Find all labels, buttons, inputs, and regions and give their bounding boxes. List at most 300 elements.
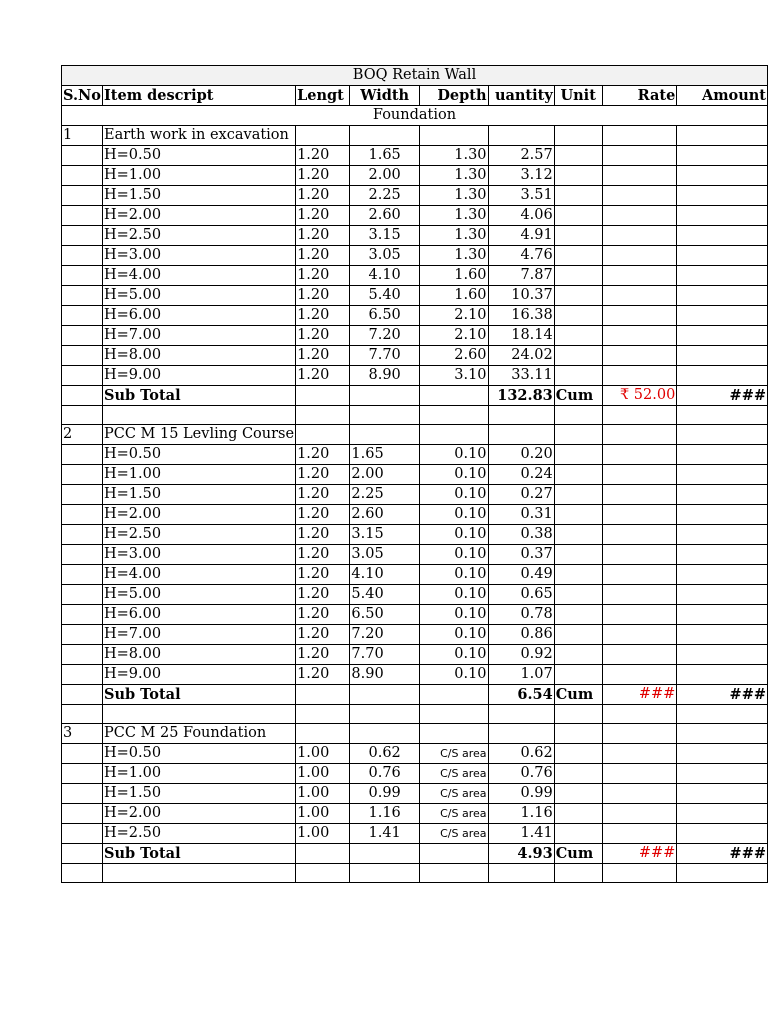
empty-cell[interactable] [62,186,103,206]
empty-cell[interactable] [554,126,602,146]
empty-cell[interactable] [350,425,419,445]
item-width[interactable]: 2.60 [350,505,419,525]
empty-cell[interactable] [62,705,103,724]
empty-cell[interactable] [62,585,103,605]
item-quantity[interactable]: 0.31 [488,505,554,525]
header-rate[interactable]: Rate [602,86,677,106]
sheet-title[interactable]: BOQ Retain Wall [62,66,768,86]
item-width[interactable]: 1.41 [350,824,419,844]
item-width[interactable]: 8.90 [350,366,419,386]
item-unit[interactable] [554,166,602,186]
item-width[interactable]: 2.25 [350,186,419,206]
item-rate[interactable] [602,505,677,525]
empty-cell[interactable] [419,685,488,705]
item-length[interactable]: 1.20 [296,625,350,645]
subtotal-rate[interactable]: ₹ 52.00 [602,386,677,406]
empty-cell[interactable] [296,425,350,445]
item-depth[interactable]: 1.30 [419,146,488,166]
item-amount[interactable] [677,645,768,665]
item-width[interactable]: 0.76 [350,764,419,784]
item-rate[interactable] [602,625,677,645]
item-width[interactable]: 6.50 [350,605,419,625]
empty-cell[interactable] [350,724,419,744]
subtotal-label[interactable]: Sub Total [102,685,295,705]
empty-cell[interactable] [62,146,103,166]
subtotal-amount[interactable]: ### [677,844,768,864]
item-unit[interactable] [554,784,602,804]
empty-cell[interactable] [296,724,350,744]
item-rate[interactable] [602,804,677,824]
item-amount[interactable] [677,545,768,565]
item-quantity[interactable]: 0.76 [488,764,554,784]
item-width[interactable]: 3.15 [350,226,419,246]
item-rate[interactable] [602,824,677,844]
header-unit[interactable]: Unit [554,86,602,106]
item-amount[interactable] [677,824,768,844]
item-depth[interactable]: 0.10 [419,585,488,605]
empty-cell[interactable] [62,286,103,306]
empty-cell[interactable] [62,784,103,804]
item-depth[interactable]: 0.10 [419,465,488,485]
header-depth[interactable]: Depth [419,86,488,106]
item-length[interactable]: 1.20 [296,485,350,505]
item-unit[interactable] [554,206,602,226]
item-depth[interactable]: 0.10 [419,625,488,645]
item-rate[interactable] [602,226,677,246]
item-rate[interactable] [602,326,677,346]
empty-cell[interactable] [419,864,488,883]
item-amount[interactable] [677,465,768,485]
item-depth[interactable]: 0.10 [419,645,488,665]
item-description[interactable]: H=4.00 [102,565,295,585]
item-rate[interactable] [602,665,677,685]
item-depth[interactable]: 2.60 [419,346,488,366]
item-description[interactable]: H=4.00 [102,266,295,286]
subtotal-unit[interactable]: Cum [554,386,602,406]
item-rate[interactable] [602,525,677,545]
item-quantity[interactable]: 0.37 [488,545,554,565]
item-depth[interactable]: C/S area [419,804,488,824]
item-depth[interactable]: 1.60 [419,266,488,286]
empty-cell[interactable] [62,764,103,784]
item-quantity[interactable]: 1.41 [488,824,554,844]
item-quantity[interactable]: 7.87 [488,266,554,286]
empty-cell[interactable] [62,226,103,246]
item-rate[interactable] [602,445,677,465]
item-unit[interactable] [554,764,602,784]
item-rate[interactable] [602,266,677,286]
empty-cell[interactable] [419,724,488,744]
empty-cell[interactable] [62,625,103,645]
empty-cell[interactable] [62,266,103,286]
empty-cell[interactable] [677,425,768,445]
item-width[interactable]: 1.16 [350,804,419,824]
item-depth[interactable]: C/S area [419,824,488,844]
empty-cell[interactable] [62,246,103,266]
item-width[interactable]: 4.10 [350,266,419,286]
item-unit[interactable] [554,306,602,326]
item-description[interactable]: H=0.50 [102,445,295,465]
empty-cell[interactable] [62,844,103,864]
item-length[interactable]: 1.20 [296,146,350,166]
item-amount[interactable] [677,366,768,386]
empty-cell[interactable] [62,565,103,585]
item-unit[interactable] [554,366,602,386]
item-rate[interactable] [602,764,677,784]
empty-cell[interactable] [602,864,677,883]
item-width[interactable]: 8.90 [350,665,419,685]
item-description[interactable]: H=1.50 [102,784,295,804]
item-rate[interactable] [602,166,677,186]
item-description[interactable]: H=6.00 [102,306,295,326]
item-depth[interactable]: 0.10 [419,545,488,565]
item-width[interactable]: 3.05 [350,246,419,266]
item-rate[interactable] [602,565,677,585]
item-length[interactable]: 1.20 [296,585,350,605]
empty-cell[interactable] [602,425,677,445]
group-sno[interactable]: 3 [62,724,103,744]
empty-cell[interactable] [296,844,350,864]
item-unit[interactable] [554,465,602,485]
item-length[interactable]: 1.20 [296,445,350,465]
item-unit[interactable] [554,266,602,286]
item-rate[interactable] [602,585,677,605]
item-unit[interactable] [554,286,602,306]
empty-cell[interactable] [62,645,103,665]
empty-cell[interactable] [62,804,103,824]
item-amount[interactable] [677,206,768,226]
item-length[interactable]: 1.20 [296,545,350,565]
item-quantity[interactable]: 4.06 [488,206,554,226]
item-length[interactable]: 1.20 [296,645,350,665]
item-width[interactable]: 2.00 [350,465,419,485]
item-quantity[interactable]: 16.38 [488,306,554,326]
item-amount[interactable] [677,605,768,625]
item-quantity[interactable]: 0.86 [488,625,554,645]
subtotal-rate[interactable]: ### [602,844,677,864]
empty-cell[interactable] [62,505,103,525]
item-amount[interactable] [677,286,768,306]
item-amount[interactable] [677,346,768,366]
item-amount[interactable] [677,505,768,525]
item-description[interactable]: H=2.00 [102,804,295,824]
item-quantity[interactable]: 24.02 [488,346,554,366]
item-quantity[interactable]: 1.16 [488,804,554,824]
item-depth[interactable]: 0.10 [419,505,488,525]
item-unit[interactable] [554,645,602,665]
item-width[interactable]: 2.25 [350,485,419,505]
item-amount[interactable] [677,246,768,266]
item-description[interactable]: H=5.00 [102,286,295,306]
item-unit[interactable] [554,445,602,465]
item-quantity[interactable]: 0.65 [488,585,554,605]
item-width[interactable]: 1.65 [350,146,419,166]
item-description[interactable]: H=9.00 [102,366,295,386]
subtotal-amount[interactable]: ### [677,685,768,705]
item-depth[interactable]: 1.30 [419,246,488,266]
group-name[interactable]: Earth work in excavation [102,126,295,146]
item-depth[interactable]: 2.10 [419,306,488,326]
item-quantity[interactable]: 33.11 [488,366,554,386]
header-width[interactable]: Width [350,86,419,106]
item-unit[interactable] [554,605,602,625]
item-width[interactable]: 6.50 [350,306,419,326]
empty-cell[interactable] [488,705,554,724]
empty-cell[interactable] [488,864,554,883]
item-quantity[interactable]: 0.99 [488,784,554,804]
item-width[interactable]: 2.00 [350,166,419,186]
item-quantity[interactable]: 0.20 [488,445,554,465]
empty-cell[interactable] [62,485,103,505]
empty-cell[interactable] [350,685,419,705]
item-amount[interactable] [677,625,768,645]
item-description[interactable]: H=5.00 [102,585,295,605]
item-depth[interactable]: 0.10 [419,665,488,685]
empty-cell[interactable] [350,406,419,425]
item-quantity[interactable]: 18.14 [488,326,554,346]
item-unit[interactable] [554,346,602,366]
item-length[interactable]: 1.20 [296,465,350,485]
item-description[interactable]: H=7.00 [102,326,295,346]
item-description[interactable]: H=3.00 [102,545,295,565]
empty-cell[interactable] [350,126,419,146]
item-unit[interactable] [554,246,602,266]
item-quantity[interactable]: 1.07 [488,665,554,685]
item-amount[interactable] [677,166,768,186]
item-description[interactable]: H=8.00 [102,645,295,665]
item-quantity[interactable]: 3.12 [488,166,554,186]
empty-cell[interactable] [677,406,768,425]
item-width[interactable]: 7.20 [350,625,419,645]
item-description[interactable]: H=0.50 [102,146,295,166]
item-length[interactable]: 1.20 [296,326,350,346]
item-amount[interactable] [677,186,768,206]
empty-cell[interactable] [419,425,488,445]
item-rate[interactable] [602,485,677,505]
item-quantity[interactable]: 0.27 [488,485,554,505]
empty-cell[interactable] [488,425,554,445]
header-sno[interactable]: S.No [63,87,101,104]
item-amount[interactable] [677,306,768,326]
item-length[interactable]: 1.20 [296,565,350,585]
item-rate[interactable] [602,744,677,764]
item-unit[interactable] [554,565,602,585]
item-width[interactable]: 5.40 [350,585,419,605]
empty-cell[interactable] [296,386,350,406]
item-length[interactable]: 1.00 [296,744,350,764]
empty-cell[interactable] [296,864,350,883]
empty-cell[interactable] [554,406,602,425]
empty-cell[interactable] [62,824,103,844]
item-rate[interactable] [602,246,677,266]
empty-cell[interactable] [62,744,103,764]
item-width[interactable]: 5.40 [350,286,419,306]
empty-cell[interactable] [350,864,419,883]
item-description[interactable]: H=6.00 [102,605,295,625]
subtotal-quantity[interactable]: 132.83 [488,386,554,406]
item-amount[interactable] [677,784,768,804]
empty-cell[interactable] [488,126,554,146]
item-unit[interactable] [554,545,602,565]
item-depth[interactable]: 1.30 [419,186,488,206]
empty-cell[interactable] [419,406,488,425]
item-depth[interactable]: 1.30 [419,166,488,186]
item-rate[interactable] [602,346,677,366]
empty-cell[interactable] [602,126,677,146]
group-sno[interactable]: 2 [62,425,103,445]
item-width[interactable]: 0.62 [350,744,419,764]
item-amount[interactable] [677,764,768,784]
empty-cell[interactable] [62,465,103,485]
item-amount[interactable] [677,445,768,465]
item-quantity[interactable]: 0.78 [488,605,554,625]
item-width[interactable]: 7.70 [350,346,419,366]
item-amount[interactable] [677,485,768,505]
item-description[interactable]: H=2.50 [102,824,295,844]
item-length[interactable]: 1.20 [296,226,350,246]
item-depth[interactable]: C/S area [419,784,488,804]
empty-cell[interactable] [554,425,602,445]
item-rate[interactable] [602,146,677,166]
header-amount[interactable]: Amount [677,86,768,106]
empty-cell[interactable] [62,525,103,545]
item-length[interactable]: 1.20 [296,366,350,386]
item-length[interactable]: 1.20 [296,505,350,525]
item-length[interactable]: 1.20 [296,665,350,685]
empty-cell[interactable] [677,724,768,744]
item-depth[interactable]: 0.10 [419,605,488,625]
empty-cell[interactable] [296,126,350,146]
empty-cell[interactable] [296,406,350,425]
subtotal-unit[interactable]: Cum [554,844,602,864]
empty-cell[interactable] [296,685,350,705]
item-width[interactable]: 7.70 [350,645,419,665]
item-quantity[interactable]: 0.24 [488,465,554,485]
item-description[interactable]: H=2.50 [102,226,295,246]
item-depth[interactable]: 0.10 [419,565,488,585]
item-depth[interactable]: 0.10 [419,525,488,545]
subtotal-label[interactable]: Sub Total [102,386,295,406]
empty-cell[interactable] [554,864,602,883]
item-unit[interactable] [554,744,602,764]
group-sno[interactable]: 1 [62,126,103,146]
item-unit[interactable] [554,625,602,645]
item-rate[interactable] [602,605,677,625]
item-amount[interactable] [677,266,768,286]
item-depth[interactable]: 1.60 [419,286,488,306]
item-amount[interactable] [677,665,768,685]
item-depth[interactable]: C/S area [419,744,488,764]
item-length[interactable]: 1.20 [296,286,350,306]
item-description[interactable]: H=1.00 [102,465,295,485]
item-quantity[interactable]: 0.38 [488,525,554,545]
empty-cell[interactable] [62,445,103,465]
empty-cell[interactable] [602,406,677,425]
item-quantity[interactable]: 4.76 [488,246,554,266]
empty-cell[interactable] [488,406,554,425]
empty-cell[interactable] [419,844,488,864]
empty-cell[interactable] [677,864,768,883]
empty-cell[interactable] [350,844,419,864]
item-width[interactable]: 7.20 [350,326,419,346]
item-description[interactable]: H=1.50 [102,186,295,206]
item-depth[interactable]: 3.10 [419,366,488,386]
item-description[interactable]: H=1.50 [102,485,295,505]
item-rate[interactable] [602,186,677,206]
item-unit[interactable] [554,186,602,206]
group-name[interactable]: PCC M 15 Levling Course [102,425,295,445]
empty-cell[interactable] [62,386,103,406]
item-width[interactable]: 0.99 [350,784,419,804]
item-unit[interactable] [554,585,602,605]
item-unit[interactable] [554,525,602,545]
item-description[interactable]: H=2.00 [102,505,295,525]
item-rate[interactable] [602,206,677,226]
empty-cell[interactable] [296,705,350,724]
item-amount[interactable] [677,565,768,585]
empty-cell[interactable] [62,306,103,326]
item-depth[interactable]: 1.30 [419,226,488,246]
item-rate[interactable] [602,645,677,665]
item-rate[interactable] [602,465,677,485]
item-quantity[interactable]: 2.57 [488,146,554,166]
item-amount[interactable] [677,744,768,764]
item-rate[interactable] [602,286,677,306]
item-length[interactable]: 1.20 [296,246,350,266]
item-quantity[interactable]: 0.49 [488,565,554,585]
item-description[interactable]: H=0.50 [102,744,295,764]
item-depth[interactable]: 0.10 [419,445,488,465]
item-quantity[interactable]: 4.91 [488,226,554,246]
empty-cell[interactable] [677,705,768,724]
group-name[interactable]: PCC M 25 Foundation [102,724,295,744]
item-unit[interactable] [554,804,602,824]
item-quantity[interactable]: 3.51 [488,186,554,206]
item-length[interactable]: 1.20 [296,306,350,326]
empty-cell[interactable] [62,406,103,425]
subtotal-quantity[interactable]: 4.93 [488,844,554,864]
item-unit[interactable] [554,665,602,685]
item-description[interactable]: H=9.00 [102,665,295,685]
item-rate[interactable] [602,784,677,804]
item-rate[interactable] [602,366,677,386]
item-unit[interactable] [554,505,602,525]
item-unit[interactable] [554,824,602,844]
item-length[interactable]: 1.00 [296,764,350,784]
empty-cell[interactable] [554,724,602,744]
item-description[interactable]: H=8.00 [102,346,295,366]
item-depth[interactable]: C/S area [419,764,488,784]
header-item[interactable]: Item descript [102,86,295,106]
item-width[interactable]: 1.65 [350,445,419,465]
item-length[interactable]: 1.20 [296,166,350,186]
item-description[interactable]: H=3.00 [102,246,295,266]
item-length[interactable]: 1.00 [296,804,350,824]
subtotal-quantity[interactable]: 6.54 [488,685,554,705]
item-depth[interactable]: 0.10 [419,485,488,505]
item-width[interactable]: 3.15 [350,525,419,545]
item-rate[interactable] [602,545,677,565]
subtotal-unit[interactable]: Cum [554,685,602,705]
subtotal-amount[interactable]: ### [677,386,768,406]
item-amount[interactable] [677,525,768,545]
empty-cell[interactable] [602,724,677,744]
item-length[interactable]: 1.20 [296,206,350,226]
item-length[interactable]: 1.20 [296,346,350,366]
item-depth[interactable]: 2.10 [419,326,488,346]
item-width[interactable]: 3.05 [350,545,419,565]
item-amount[interactable] [677,804,768,824]
